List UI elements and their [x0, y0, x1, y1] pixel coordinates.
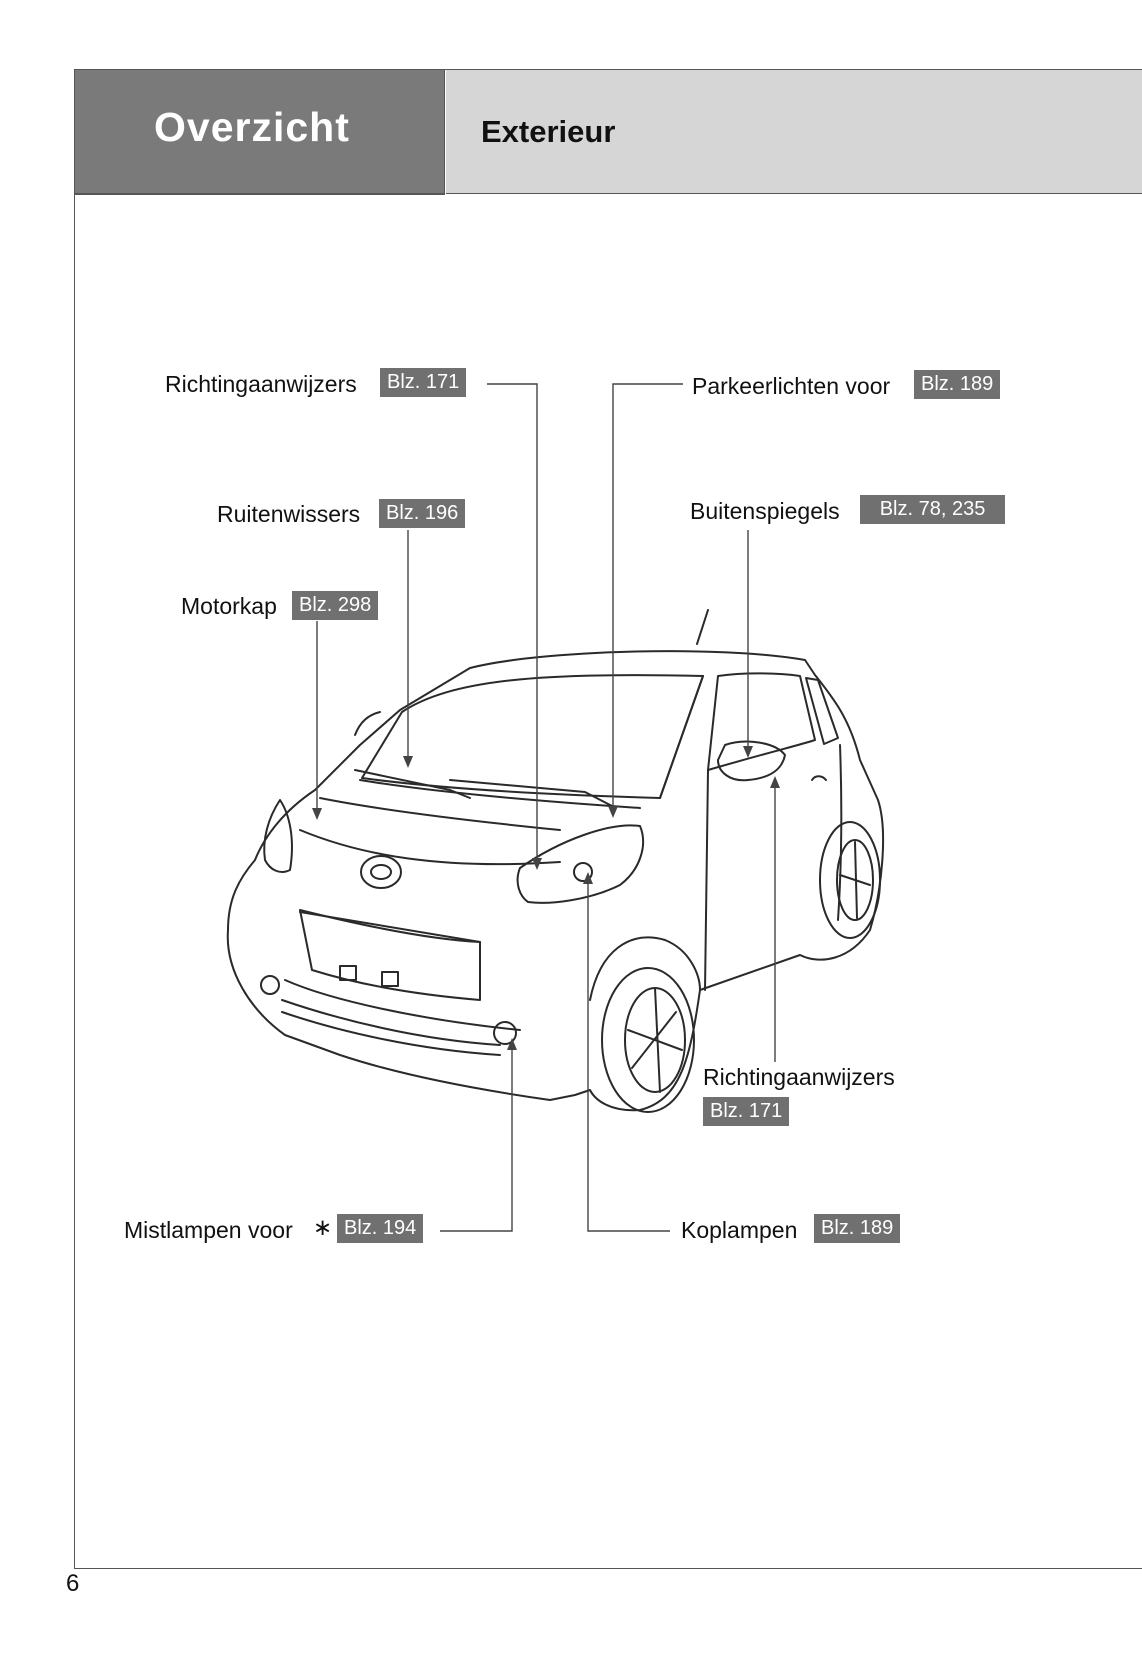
- page-number: 6: [66, 1570, 80, 1597]
- callout-label-motorkap: Motorkap: [181, 593, 277, 619]
- callout-label-koplampen: Koplampen: [681, 1217, 798, 1243]
- page-ref-motorkap[interactable]: Blz. 298: [292, 591, 378, 620]
- callout-label-ruitenwissers: Ruitenwissers: [217, 501, 361, 527]
- callout-label-parkeerlichten: Parkeerlichten voor: [692, 373, 891, 399]
- section-title: Overzicht: [154, 104, 350, 150]
- page-ref-parkeerlichten[interactable]: Blz. 189: [914, 370, 1000, 399]
- page-ref-richtingaanwijzers-top[interactable]: Blz. 171: [380, 368, 466, 397]
- page-ref-ruitenwissers[interactable]: Blz. 196: [379, 499, 465, 528]
- page-ref-buitenspiegels[interactable]: Blz. 78, 235: [860, 495, 1005, 524]
- callout-label-mistlampen: Mistlampen voor: [124, 1217, 293, 1243]
- subsection-title: Exterieur: [481, 114, 616, 149]
- callout-label-buitenspiegels: Buitenspiegels: [690, 498, 840, 524]
- page-ref-mistlampen[interactable]: Blz. 194: [337, 1214, 423, 1243]
- page-ref-koplampen[interactable]: Blz. 189: [814, 1214, 900, 1243]
- optional-equipment-marker: ∗: [313, 1214, 333, 1240]
- callout-label-richtingaanwijzers-top: Richtingaanwijzers: [165, 371, 357, 397]
- page-ref-richtingaanwijzers-side[interactable]: Blz. 171: [703, 1097, 789, 1126]
- callout-label-richtingaanwijzers-side: Richtingaanwijzers: [703, 1064, 895, 1090]
